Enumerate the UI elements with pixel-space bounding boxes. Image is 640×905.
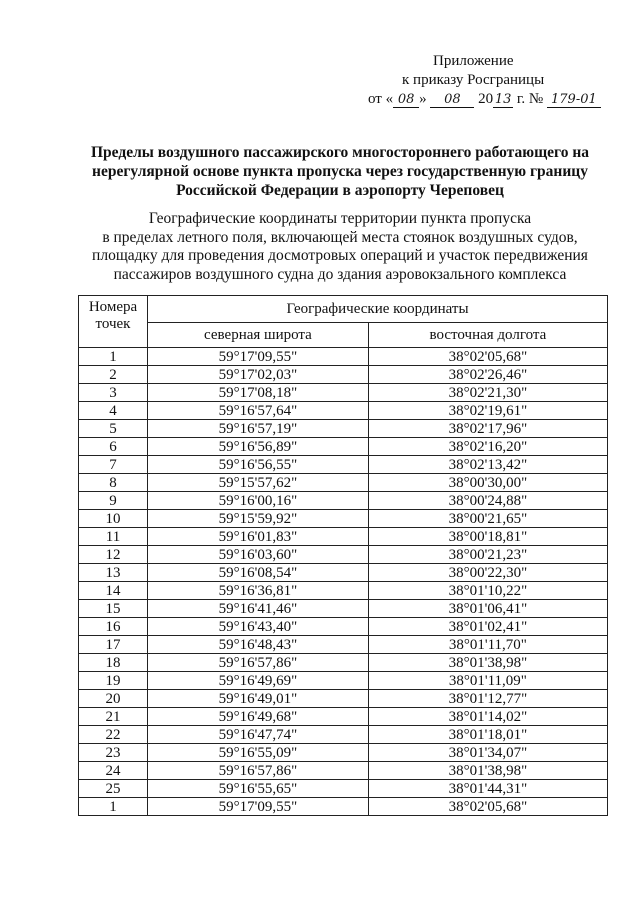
subtitle-line: Географические координаты территории пункта пропуска	[148, 210, 532, 227]
point-number-cell: 25	[79, 780, 148, 798]
longitude-cell: 38°00'18,81"	[368, 528, 607, 546]
table-row	[79, 546, 608, 564]
points-column-header: Номера точек	[79, 296, 148, 348]
table-row	[79, 744, 608, 762]
longitude-cell: 38°02'13,42"	[368, 456, 607, 474]
point-number-cell: 19	[79, 672, 148, 690]
subtitle-line: площадку для проведения досмотровых операций и участок передвижения	[92, 247, 588, 264]
latitude-cell: 59°16'47,74"	[148, 726, 369, 744]
point-number-cell: 21	[79, 708, 148, 726]
table-row	[79, 474, 608, 492]
point-number-cell: 4	[79, 402, 148, 420]
longitude-cell: 38°01'14,02"	[368, 708, 607, 726]
latitude-cell: 59°16'36,81"	[148, 582, 369, 600]
point-number-cell: 20	[79, 690, 148, 708]
order-month: 08	[430, 92, 474, 108]
point-number-cell: 8	[79, 474, 148, 492]
title-line: нерегулярной основе пункта пропуска через государственную границу	[92, 163, 588, 180]
table-row	[79, 348, 608, 366]
latitude-cell: 59°16'57,86"	[148, 654, 369, 672]
longitude-cell: 38°01'11,70"	[368, 636, 607, 654]
latitude-cell: 59°16'49,69"	[148, 672, 369, 690]
coordinates-table-body	[79, 348, 608, 816]
latitude-cell: 59°16'57,64"	[148, 402, 369, 420]
latitude-cell: 59°16'48,43"	[148, 636, 369, 654]
table-row	[79, 672, 608, 690]
longitude-cell: 38°02'26,46"	[368, 366, 607, 384]
longitude-cell: 38°02'05,68"	[368, 798, 607, 816]
table-row	[79, 618, 608, 636]
table-row	[79, 402, 608, 420]
point-number-cell: 15	[79, 600, 148, 618]
document-subtitle	[40, 210, 640, 284]
latitude-cell: 59°15'57,62"	[148, 474, 369, 492]
latitude-cell: 59°16'55,09"	[148, 744, 369, 762]
point-number-cell: 5	[79, 420, 148, 438]
table-row	[79, 708, 608, 726]
table-row	[79, 438, 608, 456]
table-row	[79, 600, 608, 618]
table-row	[79, 492, 608, 510]
longitude-cell: 38°01'18,01"	[368, 726, 607, 744]
year-prefix: 20	[478, 91, 494, 107]
latitude-cell: 59°16'57,86"	[148, 762, 369, 780]
latitude-column-header: северная широта	[148, 323, 369, 348]
longitude-cell: 38°00'21,23"	[368, 546, 607, 564]
title-line: Пределы воздушного пассажирского многостороннего работающего на	[91, 144, 589, 161]
date-prefix: от «	[368, 91, 394, 107]
subtitle-line: пассажиров воздушного судна до здания аэровокзального комплекса	[113, 265, 567, 283]
point-number-cell: 18	[79, 654, 148, 672]
table-row	[79, 636, 608, 654]
point-number-cell: 24	[79, 762, 148, 780]
latitude-cell: 59°15'59,92"	[148, 510, 369, 528]
point-number-cell: 7	[79, 456, 148, 474]
table-row	[79, 564, 608, 582]
latitude-cell: 59°16'43,40"	[148, 618, 369, 636]
latitude-cell: 59°16'49,68"	[148, 708, 369, 726]
longitude-cell: 38°02'16,20"	[368, 438, 607, 456]
latitude-cell: 59°16'03,60"	[148, 546, 369, 564]
latitude-cell: 59°17'09,55"	[148, 348, 369, 366]
point-number-cell: 1	[79, 798, 148, 816]
longitude-cell: 38°02'17,96"	[368, 420, 607, 438]
table-row	[79, 582, 608, 600]
longitude-cell: 38°02'05,68"	[368, 348, 607, 366]
table-row	[79, 762, 608, 780]
latitude-cell: 59°16'41,46"	[148, 600, 369, 618]
point-number-cell: 12	[79, 546, 148, 564]
year-suffix: г. №	[516, 91, 544, 107]
title-line: Российской Федерации в аэропорту Череповец	[176, 182, 504, 199]
order-number: 179-01	[547, 92, 601, 108]
table-row	[79, 726, 608, 744]
longitude-cell: 38°00'21,65"	[368, 510, 607, 528]
latitude-cell: 59°16'55,65"	[148, 780, 369, 798]
coordinates-group-header: Географические координаты	[148, 296, 608, 323]
point-number-cell: 13	[79, 564, 148, 582]
longitude-cell: 38°01'38,98"	[368, 762, 607, 780]
table-row	[79, 780, 608, 798]
latitude-cell: 59°16'56,89"	[148, 438, 369, 456]
longitude-cell: 38°01'02,41"	[368, 618, 607, 636]
annex-header	[360, 52, 620, 109]
longitude-column-header: восточная долгота	[368, 323, 607, 348]
longitude-cell: 38°00'24,88"	[368, 492, 607, 510]
table-row	[79, 654, 608, 672]
latitude-cell: 59°17'09,55"	[148, 798, 369, 816]
longitude-cell: 38°01'10,22"	[368, 582, 607, 600]
date-mid: »	[419, 91, 427, 107]
document-title	[40, 143, 640, 200]
annex-label: Приложение	[433, 53, 514, 69]
table-row	[79, 690, 608, 708]
latitude-cell: 59°16'08,54"	[148, 564, 369, 582]
order-date-number	[360, 90, 620, 109]
table-row	[79, 456, 608, 474]
longitude-cell: 38°00'22,30"	[368, 564, 607, 582]
order-year: 13	[494, 92, 512, 107]
latitude-cell: 59°16'56,55"	[148, 456, 369, 474]
longitude-cell: 38°02'19,61"	[368, 402, 607, 420]
point-number-cell: 23	[79, 744, 148, 762]
longitude-cell: 38°01'06,41"	[368, 600, 607, 618]
table-row	[79, 510, 608, 528]
latitude-cell: 59°16'57,19"	[148, 420, 369, 438]
latitude-cell: 59°16'49,01"	[148, 690, 369, 708]
latitude-cell: 59°16'01,83"	[148, 528, 369, 546]
longitude-cell: 38°01'11,09"	[368, 672, 607, 690]
point-number-cell: 17	[79, 636, 148, 654]
order-reference: к приказу Росграницы	[402, 72, 545, 88]
point-number-cell: 22	[79, 726, 148, 744]
coordinates-table	[78, 295, 608, 816]
longitude-cell: 38°01'34,07"	[368, 744, 607, 762]
point-number-cell: 11	[79, 528, 148, 546]
subtitle-line: в пределах летного поля, включающей места стоянок воздушных судов,	[102, 228, 578, 246]
latitude-cell: 59°17'08,18"	[148, 384, 369, 402]
table-row	[79, 420, 608, 438]
order-day: 08	[393, 92, 419, 108]
table-row	[79, 384, 608, 402]
point-number-cell: 6	[79, 438, 148, 456]
longitude-cell: 38°02'21,30"	[368, 384, 607, 402]
point-number-cell: 3	[79, 384, 148, 402]
table-row	[79, 528, 608, 546]
latitude-cell: 59°16'00,16"	[148, 492, 369, 510]
point-number-cell: 9	[79, 492, 148, 510]
longitude-cell: 38°01'38,98"	[368, 654, 607, 672]
table-row	[79, 798, 608, 816]
table-row	[79, 366, 608, 384]
longitude-cell: 38°01'12,77"	[368, 690, 607, 708]
point-number-cell: 2	[79, 366, 148, 384]
point-number-cell: 14	[79, 582, 148, 600]
longitude-cell: 38°00'30,00"	[368, 474, 607, 492]
point-number-cell: 1	[79, 348, 148, 366]
latitude-cell: 59°17'02,03"	[148, 366, 369, 384]
longitude-cell: 38°01'44,31"	[368, 780, 607, 798]
point-number-cell: 10	[79, 510, 148, 528]
point-number-cell: 16	[79, 618, 148, 636]
